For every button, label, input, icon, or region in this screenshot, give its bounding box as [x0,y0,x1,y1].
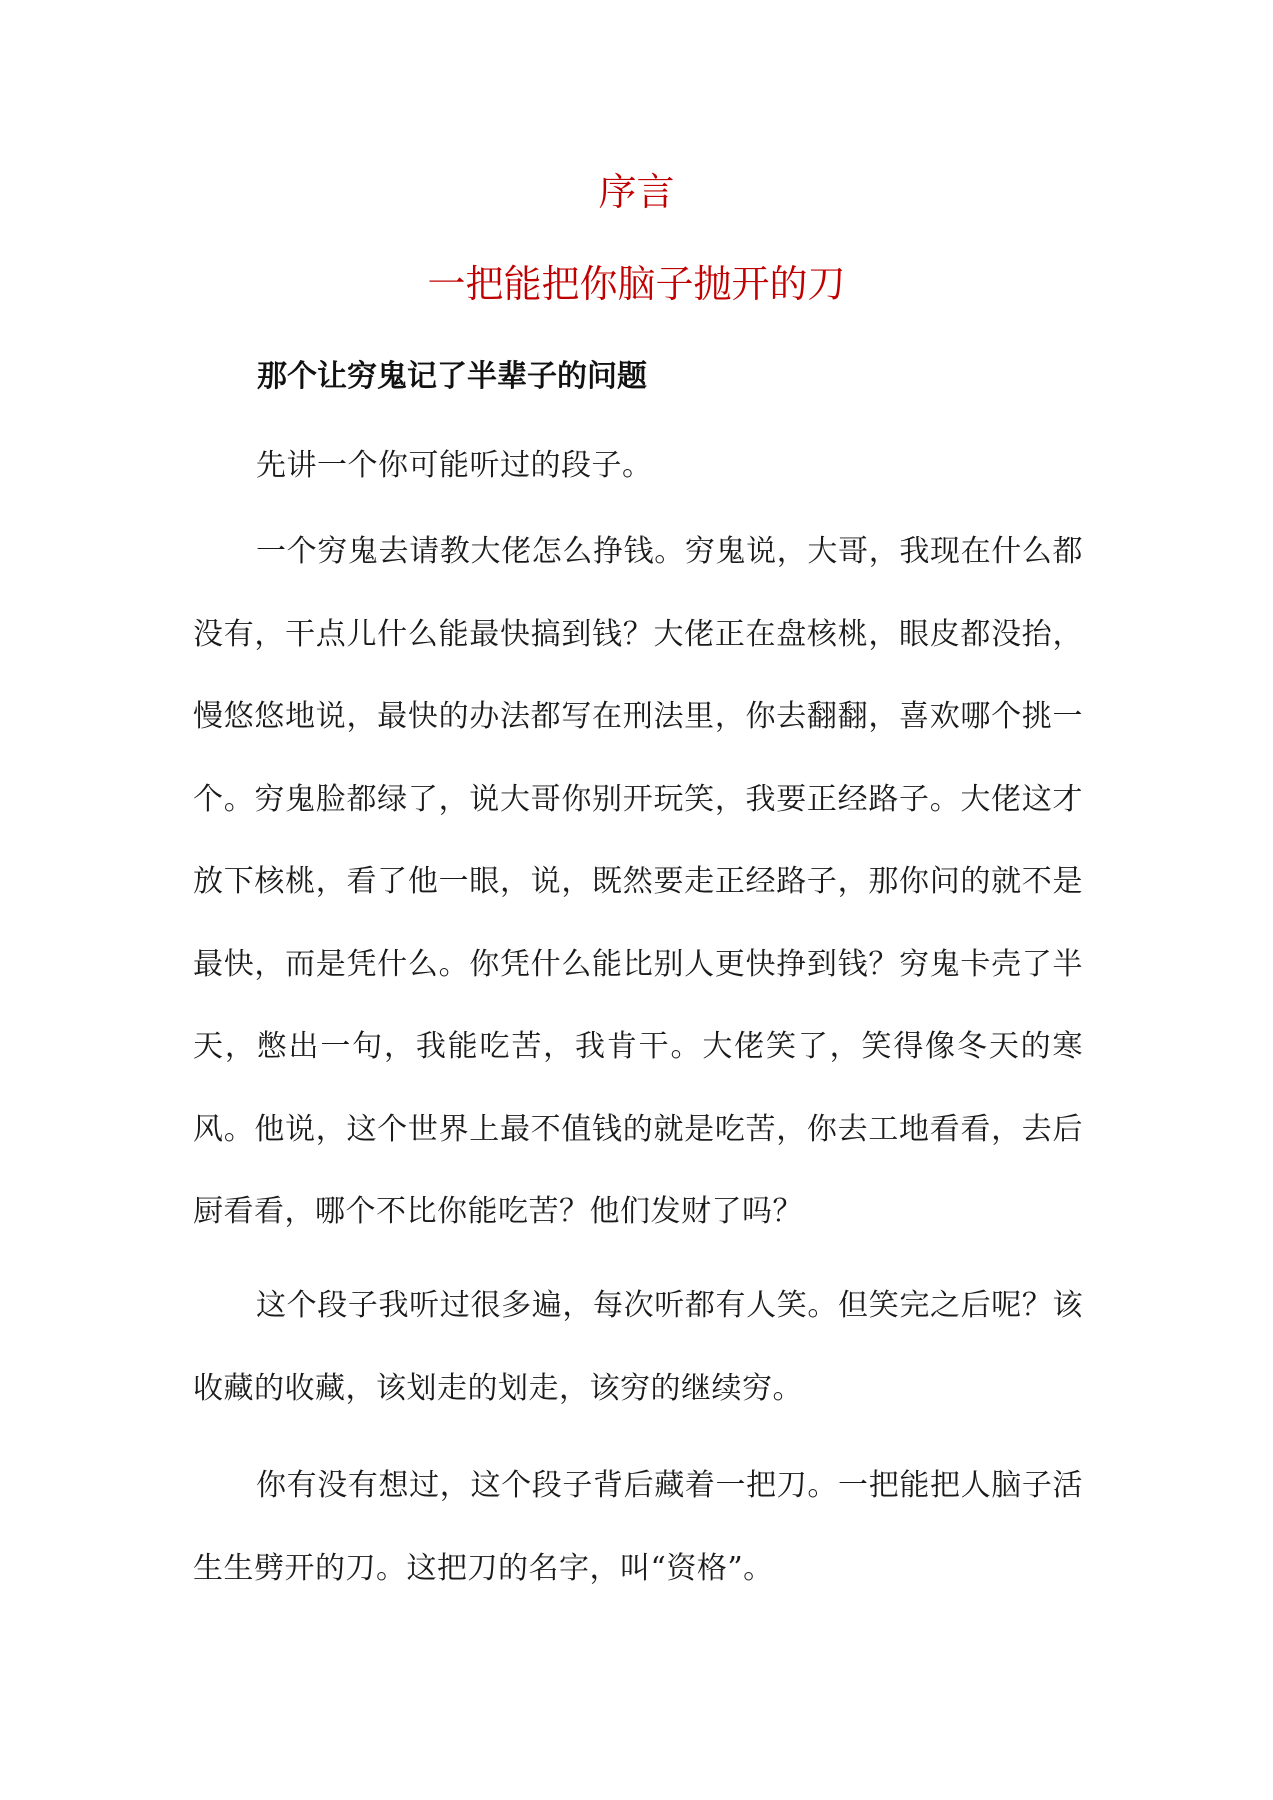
section-heading: 那个让穷鬼记了半辈子的问题 [257,359,647,394]
paragraph-conclusion: 你有没有想过，这个段子背后藏着一把刀。一把能把人脑子活生生劈开的刀。这把刀的名字，叫“资格”。 [193,1468,1083,1586]
paragraph-intro: 先讲一个你可能听过的段子。 [256,448,653,483]
paragraph-reflection: 这个段子我听过很多遍，每次听都有人笑。但笑完之后呢？该收藏的收藏，该划走的划走，该穷的继续穷。 [193,1288,1083,1406]
paragraph-story: 一个穷鬼去请教大佬怎么挣钱。穷鬼说，大哥，我现在什么都没有，干点儿什么能最快搞到钱？大佬正在盘核桃，眼皮都没抬，慢悠悠地说，最快的办法都写在刑法里，你去翻翻，喜欢哪个挑一个。穷鬼脸都绿了，说大哥你别开玩笑，我要正经路子。大佬这才放下核桃，看了他一眼，说，既然要走正经路子，那你问的就不是最快，而是凭什么。你凭什么能比别人更快挣到钱？穷鬼卡壳了半天，憋出一句，我能吃苦，我肯干。大佬笑了，笑得像冬天的寒风。他说，这个世界上最不值钱的就是吃苦，你去工地看看，去后厨看看，哪个不比你能吃苦？他们发财了吗？ [193,534,1083,1229]
page-subtitle: 一把能把你脑子抛开的刀 [427,262,846,306]
page-title: 序言 [598,170,675,214]
